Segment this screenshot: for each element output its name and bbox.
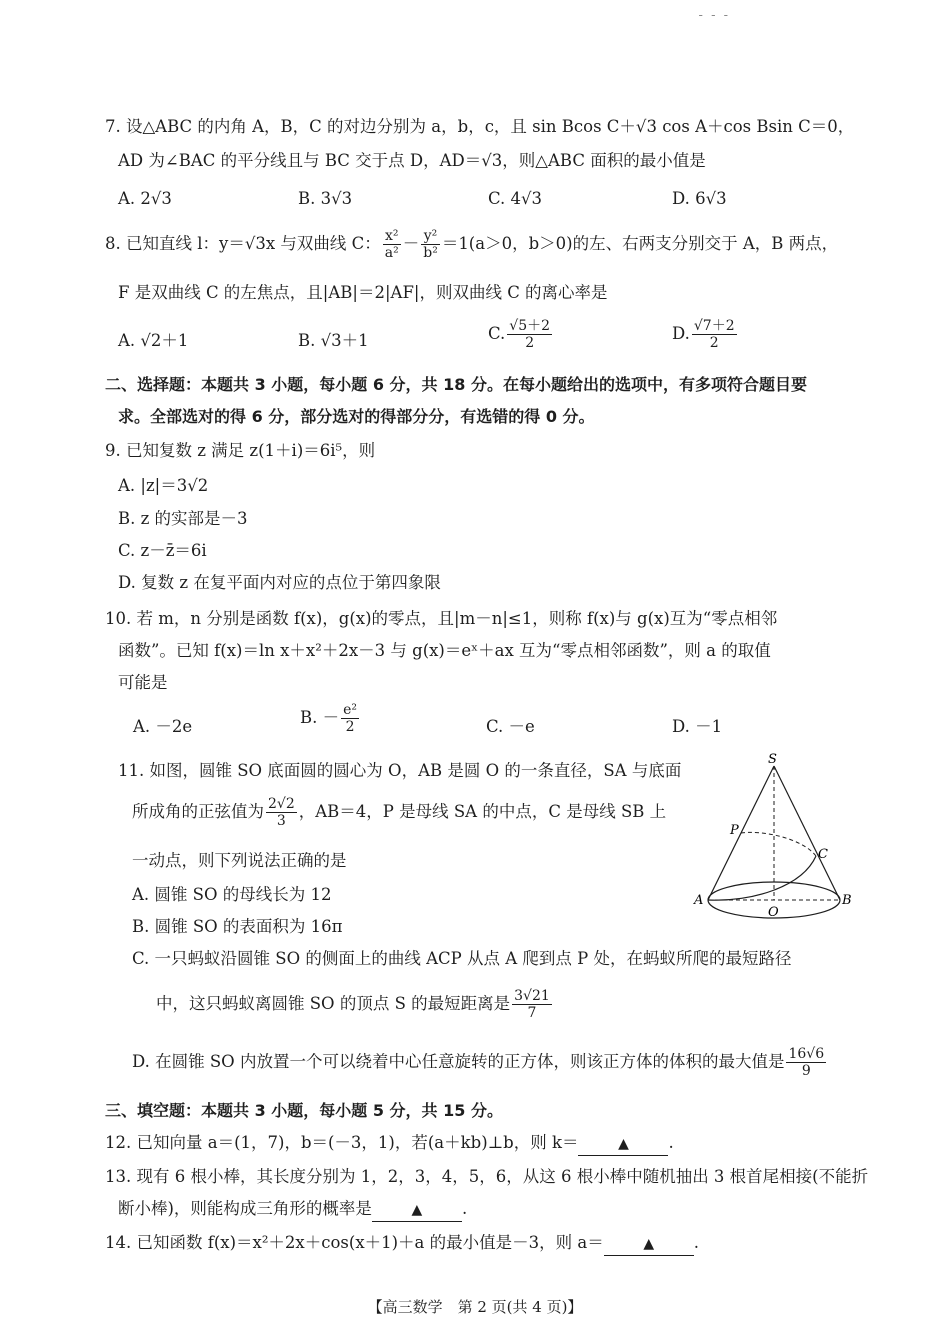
label-c: C [818,847,828,862]
q10-option-b-den: 2 [345,719,355,735]
q8-fraction-y [421,228,440,261]
q9-stem: 9. 已知复数 z 满足 z(1＋i)＝6i⁵，则 [105,441,376,460]
q11-sine-fraction [266,796,297,829]
q14-blank-marker: ▲ [643,1236,655,1252]
curve-cp [741,832,816,856]
q11-option-d-num: 16√6 [788,1046,825,1062]
q8-minus: － [402,234,420,253]
section3-heading: 三、填空题：本题共 3 小题，每小题 5 分，共 15 分。 [105,1101,503,1120]
q9-option-c: C. z－z̄＝6i [118,541,207,560]
q12-blank-marker: ▲ [618,1136,629,1152]
q12-text: 12. 已知向量 a＝(1，7)，b＝(－3，1)，若(a＋kb)⊥b，则 k＝ [105,1133,579,1152]
q13-end: . [461,1199,468,1218]
q9-option-a: A. |z|＝3√2 [118,476,209,495]
curve-ac [708,856,816,900]
q13-answer-blank [372,1198,462,1222]
q12-line [105,1132,674,1156]
q8-line1-end: ＝1(a＞0，b＞0)的左、右两支分别交于 A，B 两点， [441,234,839,253]
q11-option-c-num: 3√21 [514,988,550,1004]
label-a: A [694,893,704,908]
label-b: B [842,893,852,908]
q7-option-b: B. 3√3 [298,189,353,208]
corner-mark: - - - [698,8,730,23]
q14-line [105,1232,699,1256]
q7-option-d: D. 6√3 [672,189,727,208]
label-s: S [768,752,777,767]
q8-option-c-fraction [507,318,552,351]
q11-option-c-line1: C. 一只蚂蚁沿圆锥 SO 的侧面上的曲线 ACP 从点 A 爬到点 P 处，在蚂蚁所爬的最短路径 [132,949,792,968]
q10-line3: 可能是 [118,673,168,692]
q13-line2 [118,1198,467,1222]
q8-option-d-num: √7＋2 [693,318,735,334]
q8-option-d-label: D. [672,324,690,343]
q11-line2-start: 所成角的正弦值为 [132,802,264,821]
q10-option-b-fraction [341,702,359,735]
q11-option-d-text: D. 在圆锥 SO 内放置一个可以绕着中心任意旋转的正方体，则该正方体的体积的最大值是 [132,1052,785,1071]
q8-option-d [672,318,739,351]
q8-option-c-den: 2 [525,335,535,351]
q13-line1: 13. 现有 6 根小棒，其长度分别为 1，2，3，4，5，6，从这 6 根小棒中随机抽出 3 根首尾相接(不能折 [105,1167,869,1186]
q11-frac-num: 2√2 [268,796,295,812]
q8-frac1-den: a² [384,245,399,261]
q8-option-a: A. √2＋1 [118,331,189,350]
q8-option-b: B. √3＋1 [298,331,369,350]
q7-line1: 7. 设△ABC 的内角 A，B，C 的对边分别为 a，b，c，且 sin Bcos C＋√3 cos A＋cos Bsin C＝0， [105,117,855,136]
q14-end: . [693,1233,699,1252]
q11-option-d [132,1046,828,1079]
q8-line1 [105,228,838,261]
q11-option-d-fraction [786,1046,826,1079]
q11-line2 [132,796,666,829]
q11-line1: 11. 如图，圆锥 SO 底面圆的圆心为 O，AB 是圆 O 的一条直径，SA 与底面 [118,761,682,780]
q7-line2: AD 为∠BAC 的平分线且与 BC 交于点 D，AD＝√3，则△ABC 面积的最小值是 [118,151,706,170]
q11-option-c-fraction [512,988,552,1021]
cone-figure [692,752,862,922]
label-o: O [768,905,779,920]
q8-frac1-num: x² [383,228,401,245]
q11-option-d-den: 9 [801,1063,811,1079]
q8-line1-start: 8. 已知直线 l：y＝√3x 与双曲线 C： [105,234,381,253]
q8-frac2-den: b² [423,245,438,261]
q14-text: 14. 已知函数 f(x)＝x²＋2x＋cos(x＋1)＋a 的最小值是－3，则 a＝ [105,1233,604,1252]
q11-line2-end: ，AB＝4，P 是母线 SA 的中点，C 是母线 SB 上 [298,802,667,821]
section2-heading-line1: 二、选择题：本题共 3 小题，每小题 6 分，共 18 分。在每小题给出的选项中，有多项符合题目要 [105,375,807,394]
q8-line2: F 是双曲线 C 的左焦点，且|AB|＝2|AF|，则双曲线 C 的离心率是 [118,283,608,302]
q11-option-c-text: 中，这只蚂蚁离圆锥 SO 的顶点 S 的最短距离是 [156,994,511,1013]
q11-frac-den: 3 [276,813,286,829]
section2-heading-line2: 求。全部选对的得 6 分，部分选对的得部分分，有选错的得 0 分。 [118,407,595,426]
q8-option-d-fraction [692,318,737,351]
q10-option-d: D. －1 [672,717,723,736]
q10-line1: 10. 若 m，n 分别是函数 f(x)，g(x)的零点，且|m－n|≤1，则称 f(x)与 g(x)互为“零点相邻 [105,609,778,628]
q8-option-c [488,318,554,351]
q8-option-c-num: √5＋2 [509,318,551,334]
q10-option-b-label: B. － [300,708,340,727]
q10-option-a: A. －2e [133,717,193,736]
label-p: P [730,823,739,838]
page-footer: 【高三数学 第 2 页(共 4 页)】 [367,1298,583,1316]
q10-option-b-num: e² [343,702,358,718]
q10-option-b [300,702,361,735]
q11-option-b: B. 圆锥 SO 的表面积为 16π [132,917,343,936]
q10-line2: 函数”。已知 f(x)＝ln x＋x²＋2x－3 与 g(x)＝eˣ＋ax 互为“零点相邻函数”，则 a 的取值 [118,641,771,660]
q14-answer-blank [604,1232,694,1256]
q8-fraction-x [383,228,401,261]
q11-line3: 一动点，则下列说法正确的是 [132,851,347,870]
q12-end: . [668,1133,674,1152]
q8-frac2-num: y² [421,228,440,245]
q7-option-c: C. 4√3 [488,189,543,208]
q9-option-b: B. z 的实部是－3 [118,509,248,528]
q13-text: 断小棒)，则能构成三角形的概率是 [118,1199,372,1218]
q11-option-a: A. 圆锥 SO 的母线长为 12 [132,885,332,904]
q8-option-d-den: 2 [709,335,719,351]
q11-option-c-line2 [156,988,554,1021]
q10-option-c: C. －e [486,717,535,736]
q8-option-c-label: C. [488,324,506,343]
q13-blank-marker: ▲ [411,1202,423,1218]
q9-option-d: D. 复数 z 在复平面内对应的点位于第四象限 [118,573,441,592]
generatrix-sb [774,766,840,900]
q12-answer-blank [578,1132,668,1156]
q7-option-a: A. 2√3 [118,189,172,208]
q11-option-c-den: 7 [527,1005,537,1021]
